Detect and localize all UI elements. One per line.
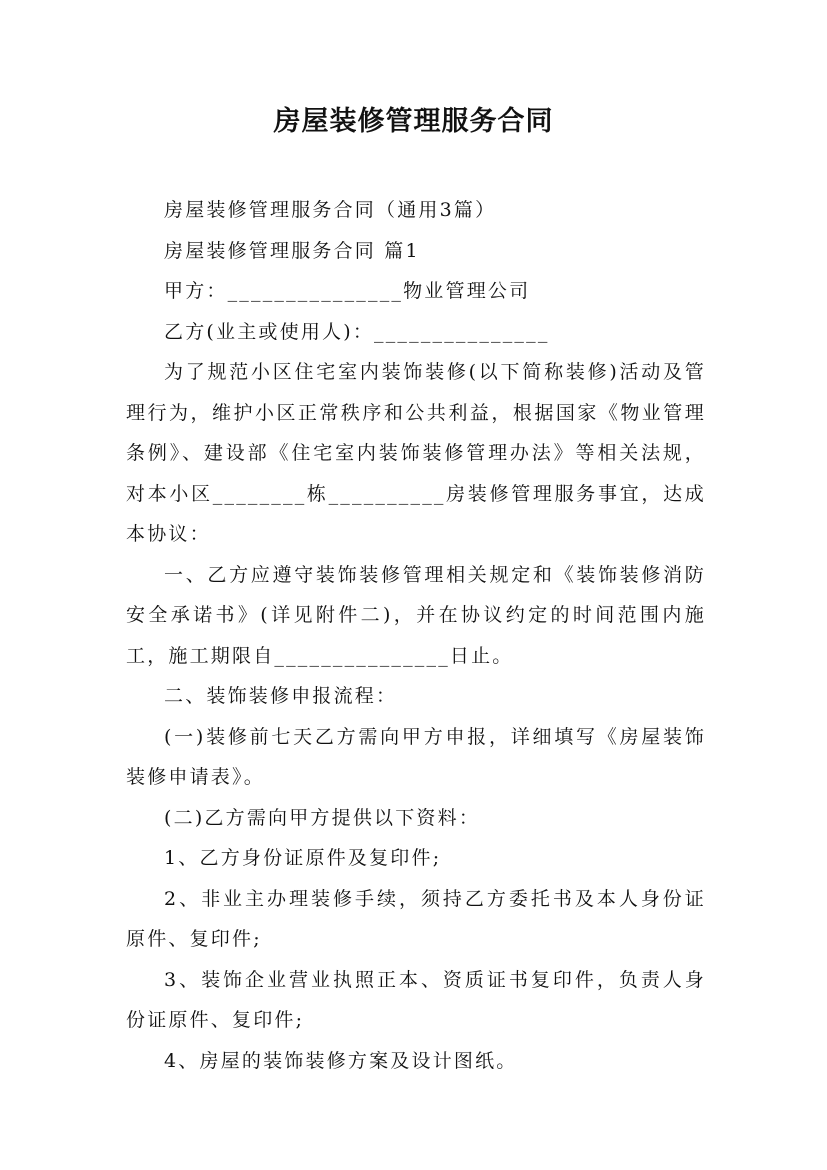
paragraph-subtitle: 房屋装修管理服务合同（通用3篇）	[164, 199, 497, 221]
document-title: 房屋装修管理服务合同	[273, 106, 554, 137]
paragraph-party-a: 甲方：_______________物业管理公司	[164, 280, 531, 302]
document-body	[126, 190, 706, 1081]
list-item: 2、非业主办理装修手续，须持乙方委托书及本人身份证原件、复印件;	[126, 887, 706, 950]
paragraph-section-heading: 房屋装修管理服务合同 篇1	[164, 239, 420, 262]
paragraph-party-b: 乙方(业主或使用人)：_______________	[164, 320, 550, 343]
paragraph-preamble: 为了规范小区住宅室内装饰装修(以下简称装修)活动及管理行为，维护小区正常秩序和公共利益，根据国家《物业管理条例》、建设部《住宅室内装饰装修管理办法》等相关法规，对本小区________栋__________房装修管理服务事宜，达成本协议：	[126, 361, 706, 545]
list-item: 3、装饰企业营业执照正本、资质证书复印件，负责人身份证原件、复印件;	[126, 968, 706, 1031]
paragraph-clause-2-1: (一)装修前七天乙方需向甲方申报，详细填写《房屋装饰装修申请表》。	[126, 725, 706, 788]
paragraph-clause-2: 二、装饰装修申报流程：	[164, 685, 398, 707]
list-item: 1、乙方身份证原件及复印件;	[164, 847, 442, 869]
list-item: 4、房屋的装饰装修方案及设计图纸。	[164, 1049, 518, 1072]
paragraph-clause-2-2: (二)乙方需向甲方提供以下资料：	[164, 806, 481, 829]
paragraph-clause-1: 一、乙方应遵守装饰装修管理相关规定和《装饰装修消防安全承诺书》(详见附件二)，并在协议约定的时间范围内施工，施工期限自_______________日止。	[126, 563, 706, 667]
